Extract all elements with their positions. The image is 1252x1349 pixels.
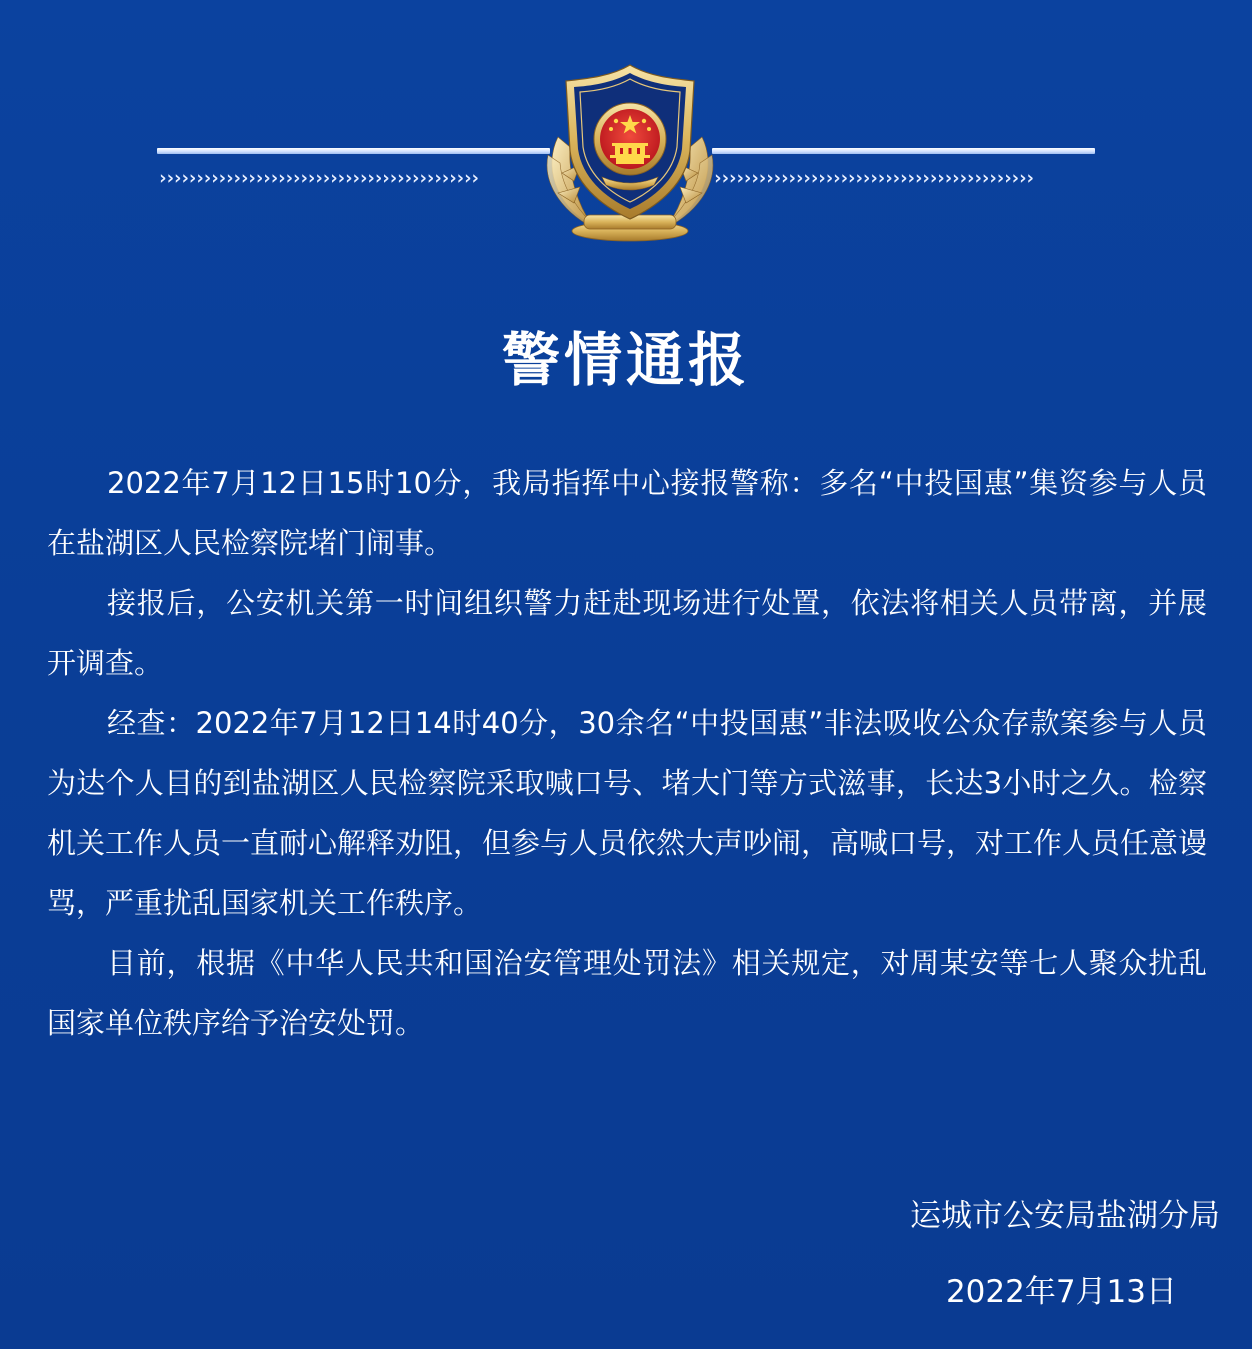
chevron-strip-left: ›››››››››››››››››››››››››››››››››››››››››››: [157, 167, 477, 189]
notice-body: [47, 453, 1207, 1053]
header-line-left: [157, 148, 550, 154]
police-badge-icon: [540, 55, 720, 245]
paragraph-2: 接报后，公安机关第一时间组织警力赶赴现场进行处置，依法将相关人员带离，并展开调查。: [47, 586, 1207, 680]
signature-date: 2022年7月13日: [945, 1274, 1177, 1310]
chevron-strip-right: ›››››››››››››››››››››››››››››››››››››››››››: [712, 167, 1032, 189]
paragraph-3: 经查：2022年7月12日14时40分，30余名“中投国惠”非法吸收公众存款案参与人员为达个人目的到盐湖区人民检察院采取喊口号、堵大门等方式滋事，长达3小时之久。检察机关工作人员一直耐心解释劝阻，但参与人员依然大声吵闹，高喊口号，对工作人员任意谩骂，严重扰乱国家机关工作秩序。: [47, 706, 1208, 920]
signature-organization: 运城市公安局盐湖分局: [910, 1198, 1220, 1234]
paragraph-1: 2022年7月12日15时10分，我局指挥中心接报警称：多名“中投国惠”集资参与人员在盐湖区人民检察院堵门闹事。: [47, 466, 1207, 560]
paragraph-4: 目前，根据《中华人民共和国治安管理处罚法》相关规定，对周某安等七人聚众扰乱国家单位秩序给予治安处罚。: [47, 946, 1207, 1040]
header-emblem-band: [0, 55, 1252, 245]
page-title: 警情通报: [501, 326, 750, 394]
header-line-right: [712, 148, 1095, 154]
